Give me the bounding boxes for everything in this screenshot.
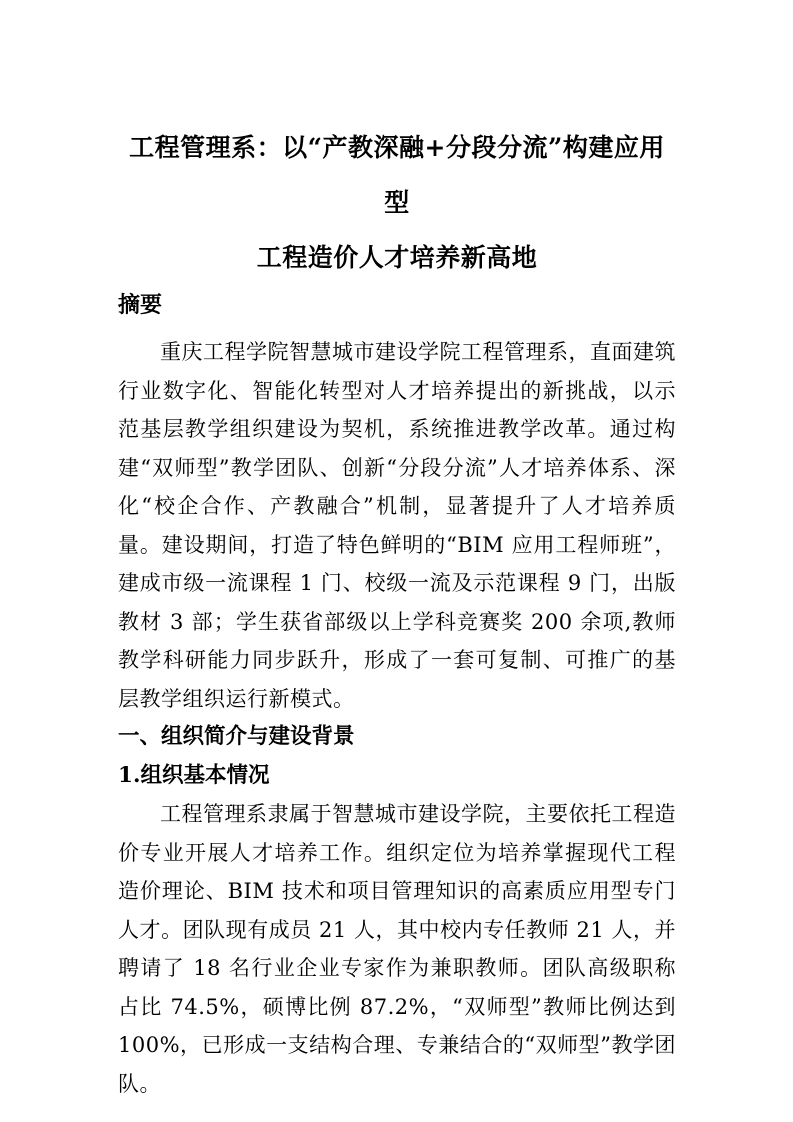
abstract-paragraph: 重庆工程学院智慧城市建设学院工程管理系，直面建筑行业数字化、智能化转型对人才培养提出的新挑战，以示范基层教学组织建设为契机，系统推进教学改革。通过构建“双师型”教学团队、创新“分段分流”人才培养体系、深化“校企合作、产教融合”机制，显著提升了人才培养质量。建设期间，打造了特色鲜明的“BIM 应用工程师班”，建成市级一流课程 1 门、校级一流及示范课程 9 门，出版教材 3 部；学生获省部级以上学科竞赛奖 200 余项,教师教学科研能力同步跃升，形成了一套可复制、可推广的基层教学组织运行新模式。 bbox=[118, 340, 676, 711]
document-title-line1: 工程管理系：以“产教深融+分段分流”构建应用型 bbox=[129, 133, 665, 217]
subsection-1-1-paragraph: 工程管理系隶属于智慧城市建设学院，主要依托工程造价专业开展人才培养工作。组织定位为培养掌握现代工程造价理论、BIM 技术和项目管理知识的高素质应用型专门人才。团队现有成员 21 人，其中校内专任教师 21 人，并聘请了 18 名行业企业专家作为兼职教师。团队高级职称占比 74.5%，硕博比例 87.2%，“双师型”教师比例达到 100%，已形成一支结构合理、专兼结合的“双师型”教学团队。 bbox=[118, 802, 676, 1096]
section-1-heading: 一、组织简介与建设背景 bbox=[118, 724, 355, 749]
document-title bbox=[118, 120, 676, 285]
abstract-heading: 摘要 bbox=[118, 292, 163, 318]
document-content bbox=[118, 120, 676, 1103]
subsection-1-1-heading: 1.组织基本情况 bbox=[118, 762, 270, 788]
document-title-line2: 工程造价人才培养新高地 bbox=[256, 243, 538, 272]
